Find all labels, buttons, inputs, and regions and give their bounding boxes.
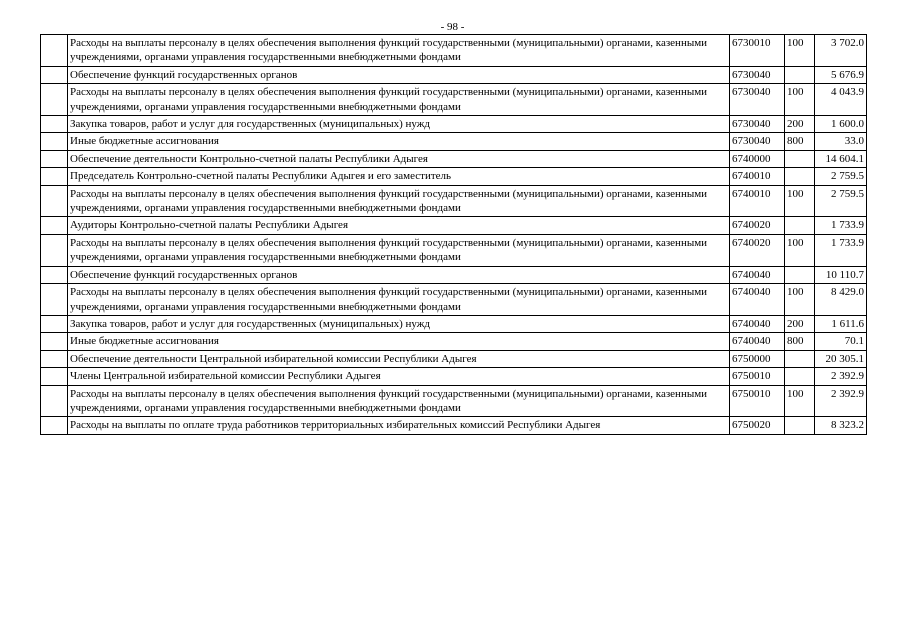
target-article-code-cell: 6740010 <box>730 185 785 217</box>
table-row <box>41 266 867 283</box>
table-row <box>41 150 867 167</box>
table-row <box>41 368 867 385</box>
expense-type-code-cell: 100 <box>785 385 815 417</box>
table-row <box>41 185 867 217</box>
row-number-cell <box>41 133 68 150</box>
expense-type-code-cell <box>785 168 815 185</box>
row-number-cell <box>41 84 68 116</box>
target-article-code-cell: 6730010 <box>730 35 785 67</box>
target-article-code-cell: 6740040 <box>730 266 785 283</box>
expense-type-code-cell <box>785 66 815 83</box>
expense-type-code-cell: 200 <box>785 116 815 133</box>
row-number-cell <box>41 66 68 83</box>
amount-cell: 10 110.7 <box>815 266 867 283</box>
table-row <box>41 133 867 150</box>
expense-type-code-cell <box>785 350 815 367</box>
amount-cell: 4 043.9 <box>815 84 867 116</box>
row-number-cell <box>41 266 68 283</box>
amount-cell: 5 676.9 <box>815 66 867 83</box>
amount-cell: 1 733.9 <box>815 234 867 266</box>
amount-cell: 8 323.2 <box>815 417 867 434</box>
expense-type-code-cell: 100 <box>785 284 815 316</box>
item-name-cell: Председатель Контрольно-счетной палаты Республики Адыгея и его заместитель <box>68 168 730 185</box>
amount-cell: 1 600.0 <box>815 116 867 133</box>
expense-type-code-cell <box>785 150 815 167</box>
page-number: - 98 - <box>440 21 465 33</box>
table-row <box>41 168 867 185</box>
table-row <box>41 234 867 266</box>
table-row <box>41 84 867 116</box>
expense-type-code-cell: 800 <box>785 133 815 150</box>
item-name-cell: Обеспечение деятельности Контрольно-счетной палаты Республики Адыгея <box>68 150 730 167</box>
item-name-cell: Расходы на выплаты персоналу в целях обеспечения выполнения функций государственными (муниципальными) органами, казенными учреждениями, органами управления государственными внебюджетными фондами <box>68 385 730 417</box>
table-row <box>41 35 867 67</box>
target-article-code-cell: 6750000 <box>730 350 785 367</box>
amount-cell: 1 611.6 <box>815 315 867 332</box>
row-number-cell <box>41 385 68 417</box>
item-name-cell: Обеспечение функций государственных органов <box>68 66 730 83</box>
table-row <box>41 315 867 332</box>
amount-cell: 2 759.5 <box>815 168 867 185</box>
table-row <box>41 385 867 417</box>
item-name-cell: Расходы на выплаты персоналу в целях обеспечения выполнения функций государственными (муниципальными) органами, казенными учреждениями, органами управления государственными внебюджетными фондами <box>68 234 730 266</box>
budget-table <box>40 34 867 435</box>
amount-cell: 2 392.9 <box>815 368 867 385</box>
amount-cell: 14 604.1 <box>815 150 867 167</box>
expense-type-code-cell <box>785 368 815 385</box>
item-name-cell: Закупка товаров, работ и услуг для государственных (муниципальных) нужд <box>68 315 730 332</box>
amount-cell: 2 392.9 <box>815 385 867 417</box>
target-article-code-cell: 6730040 <box>730 66 785 83</box>
item-name-cell: Расходы на выплаты по оплате труда работников территориальных избирательных комиссий Республики Адыгея <box>68 417 730 434</box>
table-row <box>41 417 867 434</box>
row-number-cell <box>41 333 68 350</box>
row-number-cell <box>41 417 68 434</box>
row-number-cell <box>41 150 68 167</box>
target-article-code-cell: 6740040 <box>730 315 785 332</box>
target-article-code-cell: 6740020 <box>730 234 785 266</box>
target-article-code-cell: 6740040 <box>730 284 785 316</box>
item-name-cell: Иные бюджетные ассигнования <box>68 133 730 150</box>
item-name-cell: Обеспечение функций государственных органов <box>68 266 730 283</box>
target-article-code-cell: 6740000 <box>730 150 785 167</box>
target-article-code-cell: 6730040 <box>730 84 785 116</box>
row-number-cell <box>41 116 68 133</box>
amount-cell: 2 759.5 <box>815 185 867 217</box>
item-name-cell: Члены Центральной избирательной комиссии Республики Адыгея <box>68 368 730 385</box>
item-name-cell: Расходы на выплаты персоналу в целях обеспечения выполнения функций государственными (муниципальными) органами, казенными учреждениями, органами управления государственными внебюджетными фондами <box>68 35 730 67</box>
row-number-cell <box>41 185 68 217</box>
row-number-cell <box>41 217 68 234</box>
table-row <box>41 66 867 83</box>
expense-type-code-cell <box>785 266 815 283</box>
item-name-cell: Иные бюджетные ассигнования <box>68 333 730 350</box>
table-row <box>41 350 867 367</box>
target-article-code-cell: 6750010 <box>730 385 785 417</box>
table-row <box>41 284 867 316</box>
amount-cell: 70.1 <box>815 333 867 350</box>
table-row <box>41 217 867 234</box>
table-row <box>41 333 867 350</box>
target-article-code-cell: 6740010 <box>730 168 785 185</box>
item-name-cell: Расходы на выплаты персоналу в целях обеспечения выполнения функций государственными (муниципальными) органами, казенными учреждениями, органами управления государственными внебюджетными фондами <box>68 185 730 217</box>
expense-type-code-cell: 100 <box>785 185 815 217</box>
target-article-code-cell: 6750010 <box>730 368 785 385</box>
expense-type-code-cell: 100 <box>785 84 815 116</box>
amount-cell: 33.0 <box>815 133 867 150</box>
table-row <box>41 116 867 133</box>
amount-cell: 3 702.0 <box>815 35 867 67</box>
expense-type-code-cell <box>785 417 815 434</box>
item-name-cell: Закупка товаров, работ и услуг для государственных (муниципальных) нужд <box>68 116 730 133</box>
item-name-cell: Расходы на выплаты персоналу в целях обеспечения выполнения функций государственными (муниципальными) органами, казенными учреждениями, органами управления государственными внебюджетными фондами <box>68 284 730 316</box>
row-number-cell <box>41 35 68 67</box>
item-name-cell: Обеспечение деятельности Центральной избирательной комиссии Республики Адыгея <box>68 350 730 367</box>
row-number-cell <box>41 234 68 266</box>
row-number-cell <box>41 350 68 367</box>
target-article-code-cell: 6730040 <box>730 116 785 133</box>
expense-type-code-cell <box>785 217 815 234</box>
amount-cell: 8 429.0 <box>815 284 867 316</box>
amount-cell: 20 305.1 <box>815 350 867 367</box>
expense-type-code-cell: 100 <box>785 35 815 67</box>
row-number-cell <box>41 315 68 332</box>
target-article-code-cell: 6740040 <box>730 333 785 350</box>
expense-type-code-cell: 100 <box>785 234 815 266</box>
amount-cell: 1 733.9 <box>815 217 867 234</box>
item-name-cell: Расходы на выплаты персоналу в целях обеспечения выполнения функций государственными (муниципальными) органами, казенными учреждениями, органами управления государственными внебюджетными фондами <box>68 84 730 116</box>
target-article-code-cell: 6750020 <box>730 417 785 434</box>
row-number-cell <box>41 284 68 316</box>
target-article-code-cell: 6740020 <box>730 217 785 234</box>
row-number-cell <box>41 168 68 185</box>
item-name-cell: Аудиторы Контрольно-счетной палаты Республики Адыгея <box>68 217 730 234</box>
row-number-cell <box>41 368 68 385</box>
budget-table-body <box>41 35 867 435</box>
target-article-code-cell: 6730040 <box>730 133 785 150</box>
expense-type-code-cell: 200 <box>785 315 815 332</box>
expense-type-code-cell: 800 <box>785 333 815 350</box>
